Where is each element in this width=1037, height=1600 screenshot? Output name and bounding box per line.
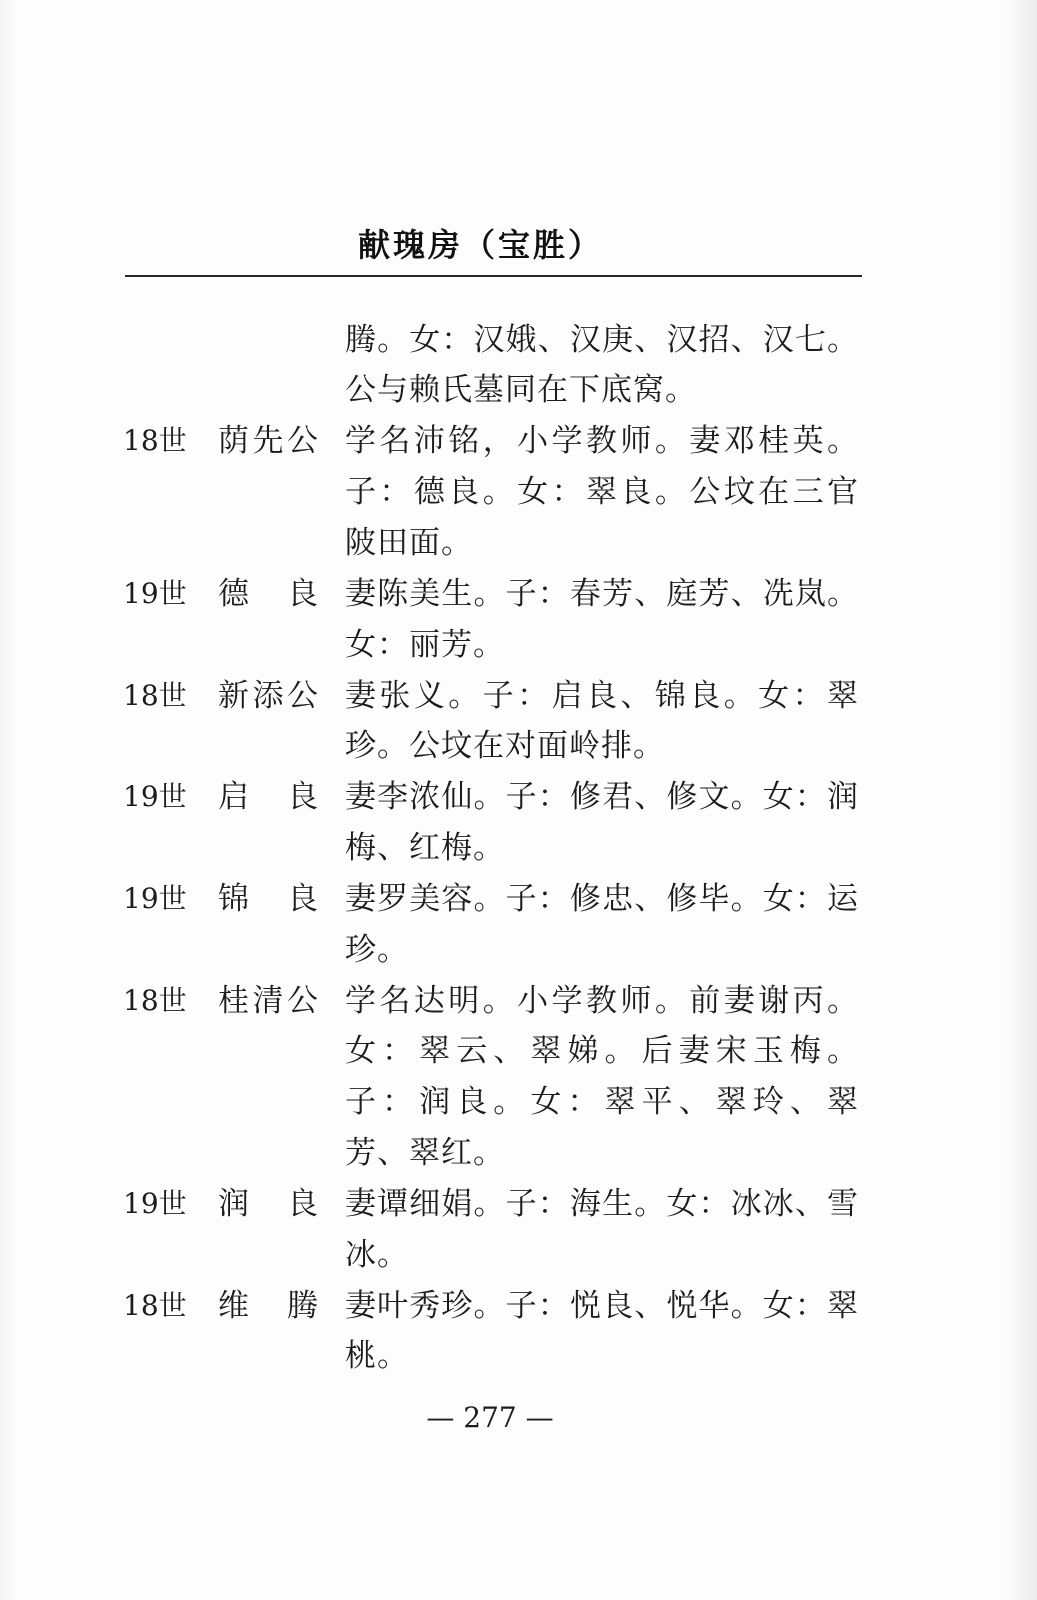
generation-label: 19世 [123,1186,187,1220]
page-title: 献瑰房（宝胜） [358,226,604,264]
text-line: 公与赖氏墓同在下底窝。 [345,372,697,409]
genealogy-entry [123,772,863,874]
text-line: 珍。 [345,931,409,968]
generation-label: 18世 [123,678,187,712]
text-line: 女：丽芳。 [345,626,505,663]
text-line: 妻谭细娟。子：海生。女：冰冰、雪 [345,1185,859,1222]
person-name: 德 良 [218,575,318,612]
generation-label: 18世 [123,983,187,1017]
entry-text [345,315,859,417]
text-line: 腾。女：汉娥、汉庚、汉招、汉七。 [345,321,859,358]
text-line: 妻陈美生。子：春芳、庭芳、冼岚。 [345,575,859,612]
person-name: 维 腾 [218,1287,318,1324]
generation-label: 19世 [123,576,187,610]
person-name: 桂清公 [218,982,318,1019]
text-line: 子：润良。女：翠平、翠玲、翠 [345,1084,859,1121]
genealogy-entry [123,1281,863,1383]
genealogy-entry [123,416,863,569]
entry-text [345,416,859,569]
generation-label: 18世 [123,1288,187,1322]
genealogy-entry [123,569,863,671]
text-line: 陂田面。 [345,524,473,561]
genealogy-entry-continuation [123,315,863,417]
text-line: 芳、翠红。 [345,1135,505,1172]
text-line: 梅、红梅。 [345,830,505,867]
entry-text [345,1179,859,1281]
entry-text [345,671,859,773]
text-line: 学名达明。小学教师。前妻谢丙。 [345,982,859,1019]
text-line: 女：翠云、翠娣。后妻宋玉梅。 [345,1033,859,1070]
generation-label: 18世 [123,424,187,458]
person-name: 启 良 [218,779,318,816]
entry-text [345,569,859,671]
page-number: — 277 — [426,1401,554,1434]
generation-label: 19世 [123,780,187,814]
text-line: 子：德良。女：翠良。公坟在三官 [345,474,859,511]
person-name: 新添公 [218,677,318,714]
header-rule [125,275,862,277]
genealogy-entry [123,874,863,976]
generation-label: 19世 [123,881,187,915]
text-line: 学名沛铭，小学教师。妻邓桂英。 [345,423,859,460]
text-line: 冰。 [345,1236,409,1273]
entry-text [345,874,859,976]
text-line: 妻罗美容。子：修忠、修毕。女：运 [345,880,859,917]
text-line: 珍。公坟在对面岭排。 [345,728,665,765]
entry-text [345,772,859,874]
genealogy-entry [123,671,863,773]
text-line: 妻李浓仙。子：修君、修文。女：润 [345,779,859,816]
person-name: 润 良 [218,1185,318,1222]
entry-text [345,1281,859,1383]
entry-text [345,976,859,1179]
text-line: 妻张义。子：启良、锦良。女：翠 [345,677,859,714]
text-line: 桃。 [345,1338,409,1375]
text-line: 妻叶秀珍。子：悦良、悦华。女：翠 [345,1287,859,1324]
person-name: 荫先公 [218,423,318,460]
genealogy-content [123,315,863,1383]
genealogy-entry [123,976,863,1179]
genealogy-entry [123,1179,863,1281]
person-name: 锦 良 [218,880,318,917]
